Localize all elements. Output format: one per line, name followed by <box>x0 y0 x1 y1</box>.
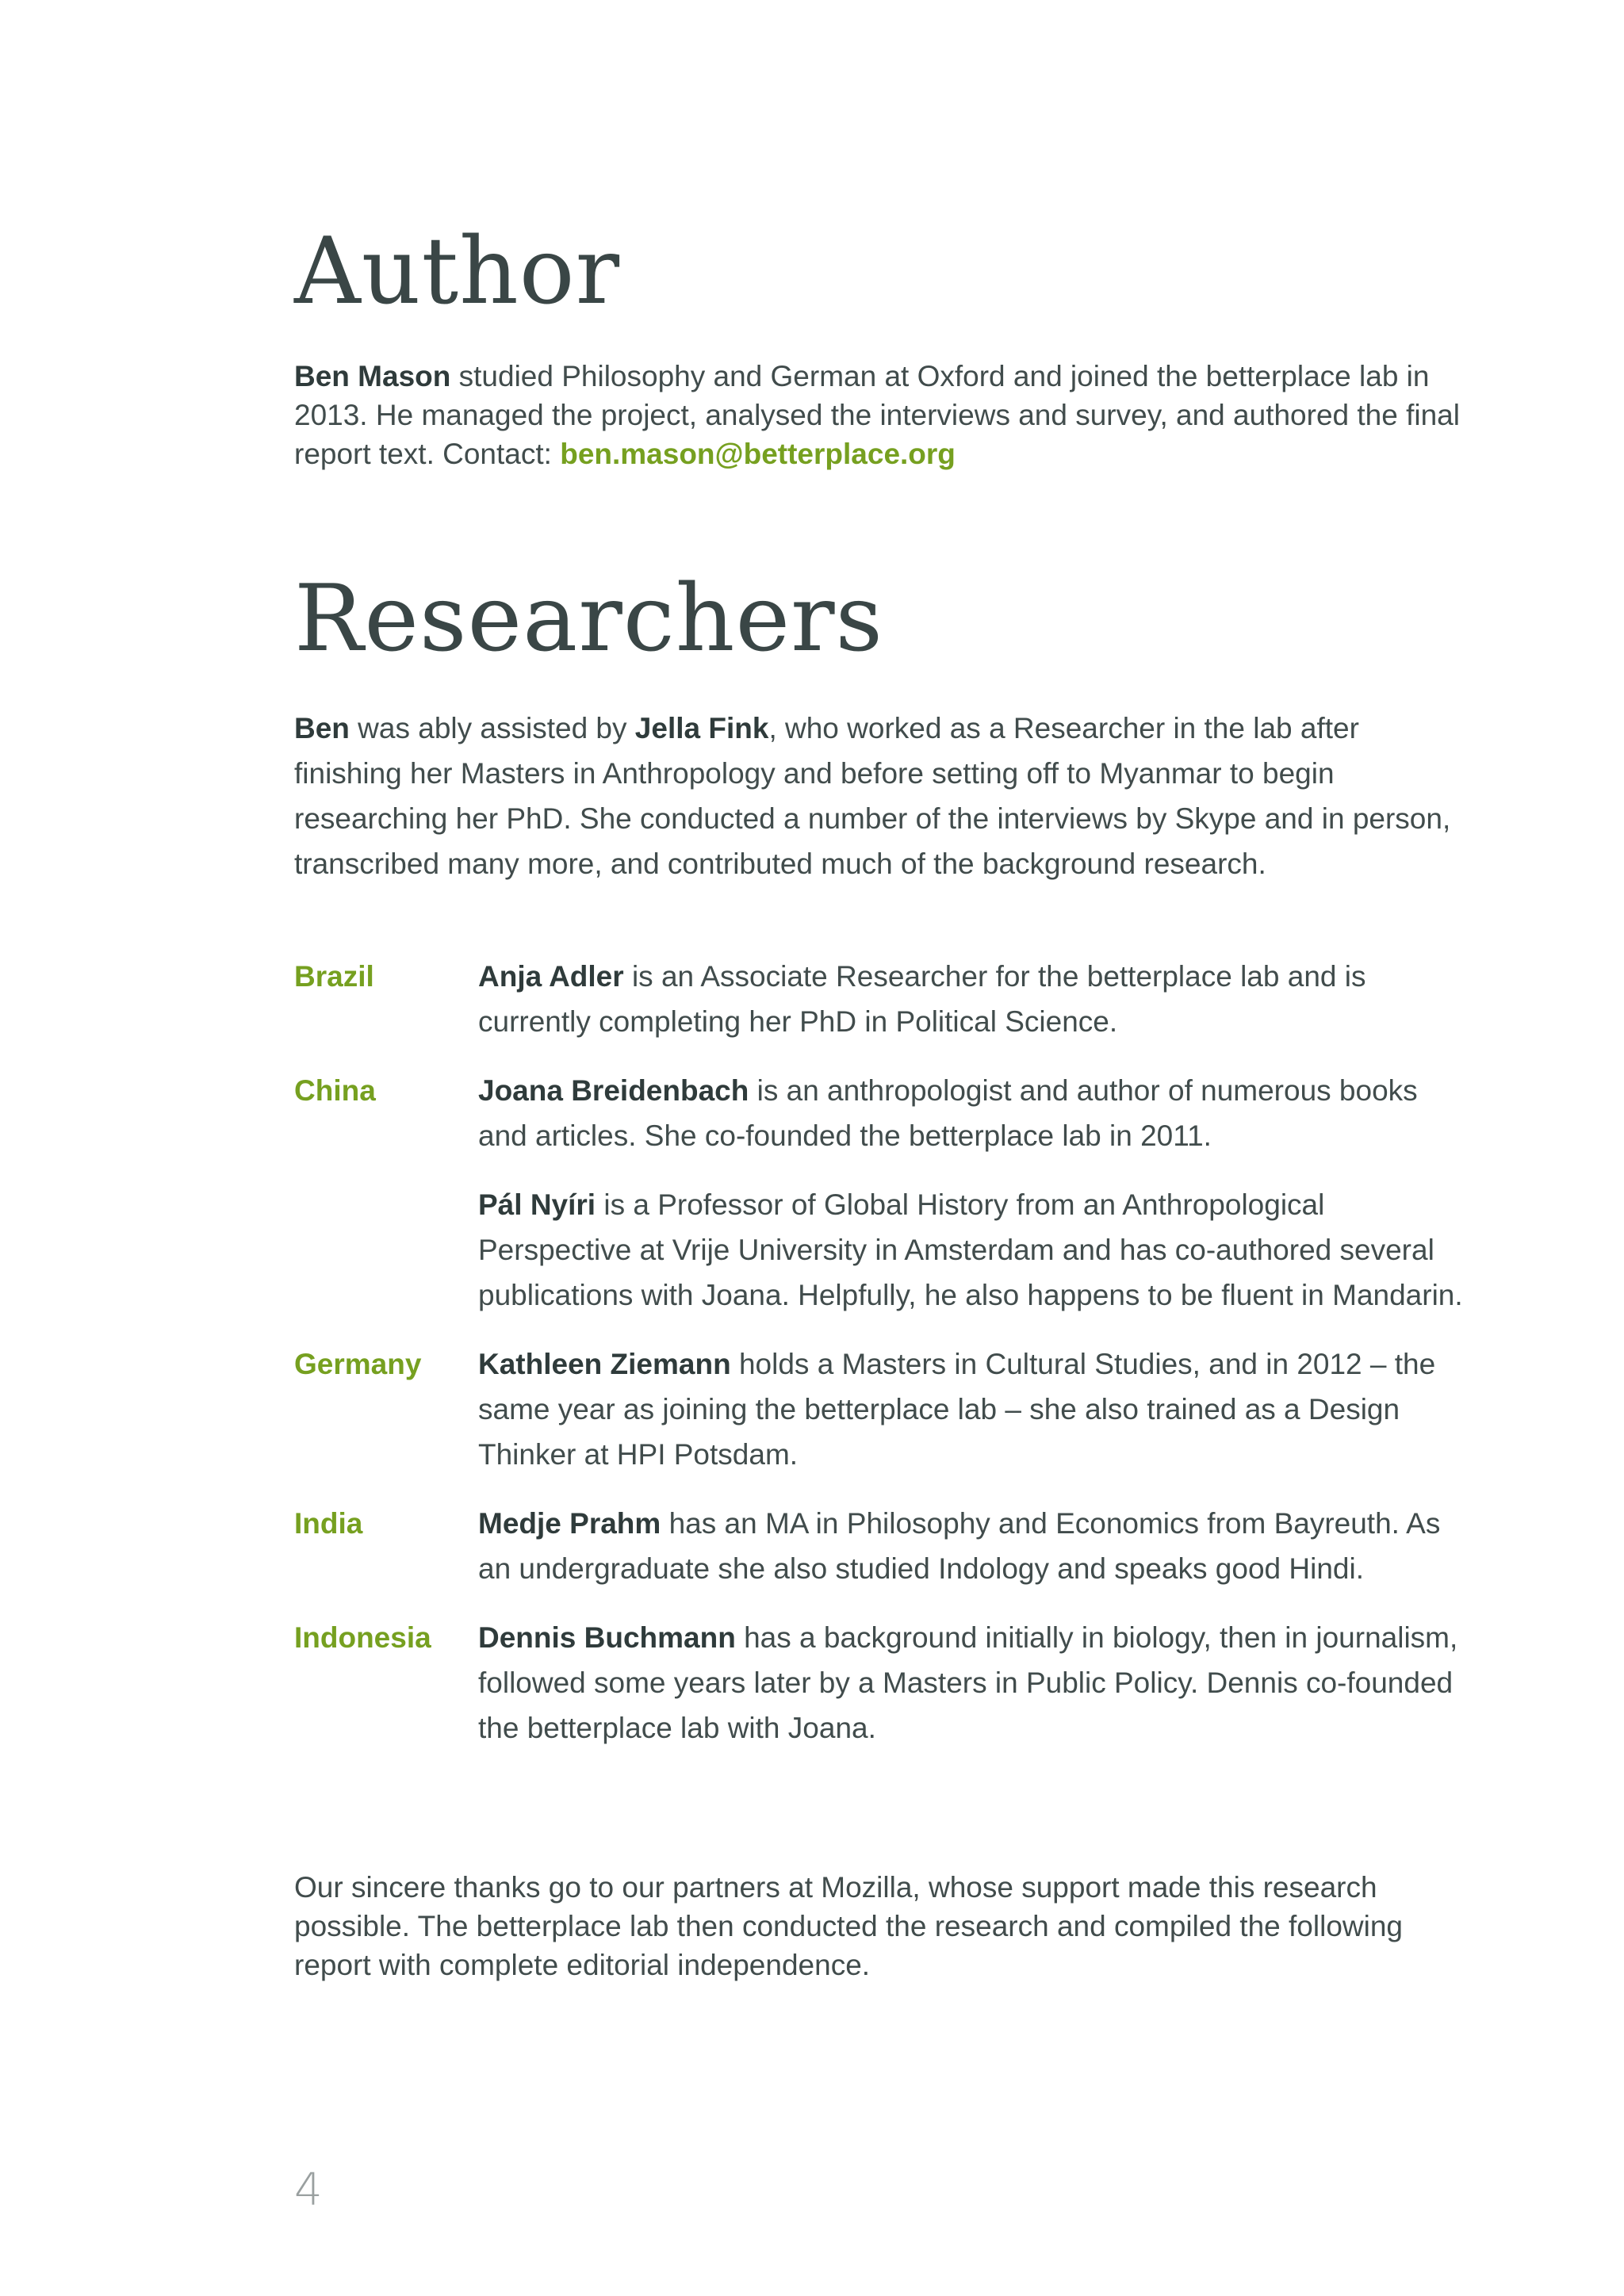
researcher-entry <box>478 954 1468 1044</box>
researchers-by-country <box>294 954 1468 1774</box>
researcher-list <box>478 1501 1468 1615</box>
country-label: China <box>294 1074 376 1107</box>
country-label: Brazil <box>294 960 374 993</box>
researcher-name: Dennis Buchmann <box>478 1621 736 1654</box>
intro-name-ben: Ben <box>294 712 350 744</box>
researcher-name: Medje Prahm <box>478 1507 661 1540</box>
researcher-bio: is an anthropologist and author of numerous books and articles. She co-founded the betterplace lab in 2011. <box>478 1074 1418 1152</box>
researcher-name: Pál Nyíri <box>478 1188 596 1221</box>
researcher-entry <box>478 1615 1468 1751</box>
researcher-entry <box>478 1068 1468 1158</box>
country-label: Indonesia <box>294 1621 431 1654</box>
researchers-heading: Researchers <box>294 565 884 672</box>
researcher-list <box>478 1341 1468 1501</box>
researcher-bio: is a Professor of Global History from an Anthropological Perspective at Vrije University in Amsterdam and has co-authored several publications with Joana. Helpfully, he also happens to be fluent in Mandarin. <box>478 1188 1463 1311</box>
researcher-name: Kathleen Ziemann <box>478 1348 731 1380</box>
country-row-china <box>294 1068 1468 1341</box>
country-label: India <box>294 1507 363 1540</box>
country-label: Germany <box>294 1348 422 1380</box>
country-row-germany <box>294 1341 1468 1501</box>
page-number: 4 <box>294 2164 323 2216</box>
researcher-entry <box>478 1182 1468 1318</box>
researcher-entry <box>478 1501 1468 1591</box>
author-name: Ben Mason <box>294 360 451 392</box>
researcher-bio: is an Associate Researcher for the betterplace lab and is currently completing her PhD in Political Science. <box>478 960 1366 1038</box>
researchers-intro <box>294 706 1468 886</box>
intro-text-2: , who worked as a Researcher in the lab after finishing her Masters in Anthropology and before setting off to Myanmar to begin researching her PhD. She conducted a number of the interviews by Skype and in person, transcribed many more, and contributed much of the background research. <box>294 712 1451 880</box>
author-bio: studied Philosophy and German at Oxford and joined the betterplace lab in 2013. He managed the project, analysed the interviews and survey, and authored the final report text. Contact: <box>294 360 1460 470</box>
country-row-brazil <box>294 954 1468 1068</box>
researcher-list <box>478 954 1468 1068</box>
researcher-entry <box>478 1341 1468 1477</box>
country-row-india <box>294 1501 1468 1615</box>
researcher-bio: has an MA in Philosophy and Economics from Bayreuth. As an undergraduate she also studied Indology and speaks good Hindi. <box>478 1507 1441 1585</box>
researcher-name: Anja Adler <box>478 960 624 993</box>
intro-name-jella: Jella Fink <box>634 712 769 744</box>
author-paragraph <box>294 357 1468 473</box>
researcher-bio: has a background initially in biology, then in journalism, followed some years later by a Masters in Public Policy. Dennis co-founded the betterplace lab with Joana. <box>478 1621 1458 1744</box>
country-row-indonesia <box>294 1615 1468 1774</box>
author-email-link[interactable]: ben.mason@betterplace.org <box>560 438 956 470</box>
intro-text-1: was ably assisted by <box>349 712 635 744</box>
researcher-name: Joana Breidenbach <box>478 1074 749 1107</box>
thanks-paragraph: Our sincere thanks go to our partners at Mozilla, whose support made this research possible. The betterplace lab then conducted the research and compiled the following report with complete editorial independence. <box>294 1871 1403 1981</box>
author-heading: Author <box>294 218 621 325</box>
researcher-bio: holds a Masters in Cultural Studies, and in 2012 – the same year as joining the betterplace lab – she also trained as a Design Thinker at HPI Potsdam. <box>478 1348 1436 1471</box>
researcher-list <box>478 1615 1468 1774</box>
researcher-list <box>478 1068 1468 1341</box>
